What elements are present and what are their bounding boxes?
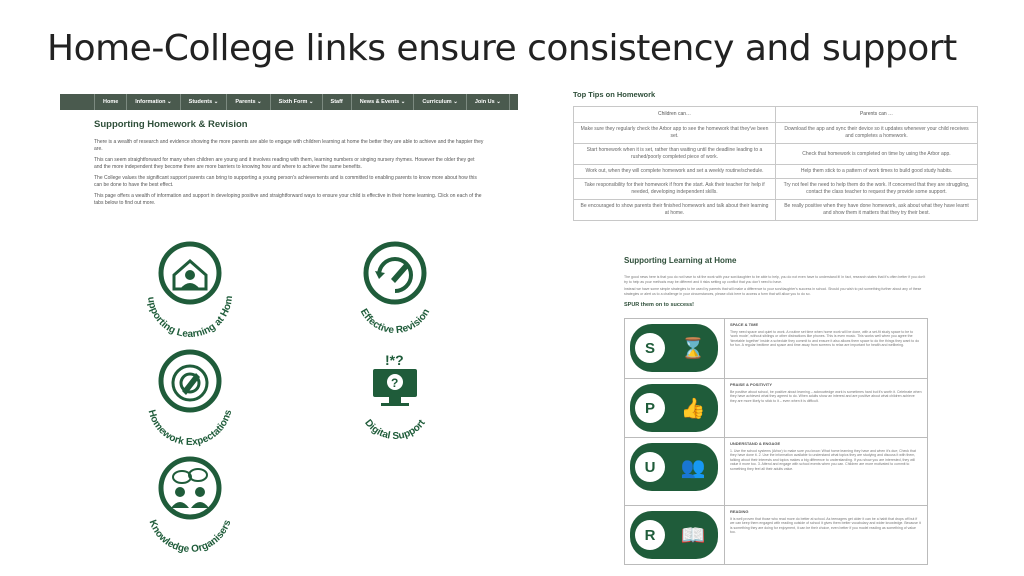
nav-join-us[interactable]: Join Us ⌄ <box>466 94 510 110</box>
badge-digital-support[interactable] <box>335 343 455 463</box>
table-row <box>574 200 978 221</box>
table-cell: Start homework when it is set, rather than waiting until the deadline leading to a rushed/poorly completed piece of work. <box>574 144 776 165</box>
spur-body: 1. Use the school systems (Arbor) to make sure you know: What home learning they have and when it's due; Check that they have done it. 2. Use the information available to understand what topics they are studying and discuss it with them, talking about their interests and topics makes a big difference to understanding. If you show you are interested, they will value it more too. 3. Attend and engage with school events when you can. Children are more motivated to commit to something they feel all their adults value. <box>730 448 916 471</box>
column-header: Children can… <box>574 107 776 123</box>
badge-grid <box>120 235 460 575</box>
badge-label: upporting Learning at Hom <box>144 295 236 341</box>
badge-label: Knowledge Organisers <box>146 518 234 556</box>
svg-text:Effective Revision <box>358 307 432 336</box>
spur-icon-cell <box>625 506 725 565</box>
spur-heading: SPACE & TIME <box>730 322 759 327</box>
house-person-icon <box>174 261 206 289</box>
spur-row <box>625 506 928 565</box>
table-row <box>574 165 978 179</box>
spur-table <box>624 318 928 565</box>
table-row <box>574 179 978 200</box>
nav-curriculum[interactable]: Curriculum ⌄ <box>413 94 465 110</box>
slah-title: Supporting Learning at Home <box>624 256 737 265</box>
spur-text-cell <box>725 319 928 379</box>
spur-body: It is well proven that those who read more do better at school. As teenagers get older it can be a habit that drops off but if we can keep them engaged with reading outside of school it gives them better vocabulary and wider knowledge. Because it is something they are doing for enjoyment, it can be their choice, even better if you model reading as something of value too. <box>730 516 921 534</box>
spur-heading: PRAISE & POSITIVITY <box>730 382 773 387</box>
spur-pill-r <box>630 511 718 559</box>
spur-icon-cell <box>625 319 725 379</box>
website-paragraph: The College values the significant support parents can bring to supporting a young person's achievements and is committed to enabling parents to know more about how this can be done to have the best effect. <box>94 175 477 188</box>
table-cell: Be really positive when they have done homework, ask about what they have learnt and show them it matters that they try their best. <box>776 200 978 221</box>
spur-heading: UNDERSTAND & ENGAGE <box>730 441 781 446</box>
people-exchange-icon: 👥 <box>680 456 706 479</box>
thumbs-up-icon: 👍 <box>680 397 706 420</box>
lamp-hourglass-icon: ⌛ <box>680 337 706 360</box>
slide-title: Home-College links ensure consistency and support <box>47 28 957 69</box>
badge-effective-revision[interactable] <box>335 235 455 355</box>
target-pencil-icon <box>173 366 207 400</box>
refresh-pencil-icon <box>375 259 411 291</box>
badge-homework-expectations[interactable] <box>130 343 250 463</box>
website-screenshot <box>60 94 518 234</box>
svg-text:Knowledge Organisers <box>147 518 234 555</box>
nav-news-events[interactable]: News & Events ⌄ <box>351 94 414 110</box>
spur-text-cell <box>725 438 928 506</box>
spur-pill-u <box>630 443 718 491</box>
badge-knowledge-organisers[interactable] <box>130 450 250 570</box>
slah-paragraph: Instead we have some simple strategies to be used by parents that will make a difference to your son/daughter's success in school. Should you wish to put something further about any of these strategies or alert us to a challenge in your circumstances, please click here to access a form that will allow you to do so. <box>624 287 922 296</box>
table-row <box>574 144 978 165</box>
spur-icon-cell <box>625 438 725 506</box>
table-cell: Try not feel the need to help them do the work. If concerned that they are struggling, contact the class teacher to request they provide some support. <box>776 179 978 200</box>
spur-title: SPUR them on to success! <box>624 302 694 309</box>
table-cell: Work out, when they will complete homework and set a weekly routine/schedule. <box>574 165 776 179</box>
spur-letter: U <box>635 452 665 482</box>
spur-icon-cell <box>625 379 725 438</box>
spur-text-cell <box>725 506 928 565</box>
spur-pill-s <box>630 324 718 372</box>
nav-parents[interactable]: Parents ⌄ <box>226 94 269 110</box>
website-paragraph: This can seem straightforward for many when children are young and it involves reading with them, learning numbers or singing nursery rhymes. However the older they get and the more independent they become there are more barriers to knowing how and where to achieve the same benefits. <box>94 157 475 170</box>
nav-information[interactable]: Information ⌄ <box>126 94 179 110</box>
spur-body: They need space and quiet to work. A routine set time when home work will be done, with a set-fit study space to be to 'work mode', without siblings or other distractions like phones. This is even music. This works well when you agree the 'timetable together' inside a schedule they commit to and ensure it also allows them space to do the things they want to do for fun. A regular bedtime and space and time away from screens to relax are important for health and wellbeing. <box>730 329 920 347</box>
spur-row <box>625 379 928 438</box>
badge-label: Effective Revision <box>357 307 433 337</box>
nav-staff[interactable]: Staff <box>322 94 351 110</box>
table-cell: Be encouraged to show parents their finished homework and talk about their learning at home. <box>574 200 776 221</box>
tips-title: Top Tips on Homework <box>573 90 656 99</box>
badge-supporting-learning[interactable] <box>130 235 250 355</box>
svg-text:?: ? <box>391 376 399 390</box>
table-cell: Download the app and sync their device so it updates whenever your child receives and completes a homework. <box>776 123 978 144</box>
nav-home[interactable]: Home <box>94 94 126 110</box>
spur-text-cell <box>725 379 928 438</box>
badge-label: Homework Expectations <box>145 408 235 449</box>
table-cell: Check that homework is completed on time by using the Arbor app. <box>776 144 978 165</box>
spur-row <box>625 319 928 379</box>
people-speech-icon <box>171 469 209 508</box>
slah-section <box>624 256 928 312</box>
spur-body: Be positive about school, be positive about learning – acknowledge work is sometimes hard but it's worth it. Celebrate when they have achieved what they agreed to do. When adults show an interest and are positive about what children achieve they are more likely to stick to it – even when it is difficult. <box>730 389 922 403</box>
nav-students[interactable]: Students ⌄ <box>180 94 227 110</box>
tips-table <box>573 106 978 221</box>
table-cell: Take responsibility for their homework if from the start. Ask their teacher for help if needed, developing independent skills. <box>574 179 776 200</box>
svg-text:Homework Expectations <box>146 408 235 448</box>
website-paragraph: There is a wealth of research and evidence showing the more parents are able to engage with children learning at home the better they are able to achieve and the happier they are. <box>94 139 484 152</box>
svg-text:Digital Support <box>362 417 428 442</box>
table-header-row <box>574 107 978 123</box>
spur-pill-p <box>630 384 718 432</box>
table-cell: Make sure they regularly check the Arbor app to see the homework that they've been set. <box>574 123 776 144</box>
website-nav-bar <box>60 94 518 110</box>
nav-sixth-form[interactable]: Sixth Form ⌄ <box>270 94 322 110</box>
spur-letter: P <box>635 393 665 423</box>
table-cell: Help them stick to a pattern of work times to build good study habits. <box>776 165 978 179</box>
spur-letter: R <box>635 520 665 550</box>
reading-person-icon: 📖 <box>680 524 706 547</box>
spur-letter: S <box>635 333 665 363</box>
monitor-question-icon <box>373 352 417 406</box>
spur-heading: READING <box>730 509 749 514</box>
svg-text:!*?: !*? <box>385 352 404 368</box>
table-row <box>574 123 978 144</box>
column-header: Parents can … <box>776 107 978 123</box>
slah-paragraph: The good news here is that you do not have to sit the work with your son/daughter to be able to help, you do not even have to understand it! In fact, research states that it's often better if you don't try to help as your methods may be different and it risks setting up conflict that you don't need to have. <box>624 275 926 284</box>
badge-label: Digital Support <box>362 417 428 443</box>
website-paragraph: This page offers a wealth of information and support in developing positive and straightforward ways to ensure your child is effective in their home learning. Click on each of the tabs below to find out more. <box>94 193 482 206</box>
website-heading: Supporting Homework & Revision <box>94 119 248 130</box>
spur-row <box>625 438 928 506</box>
